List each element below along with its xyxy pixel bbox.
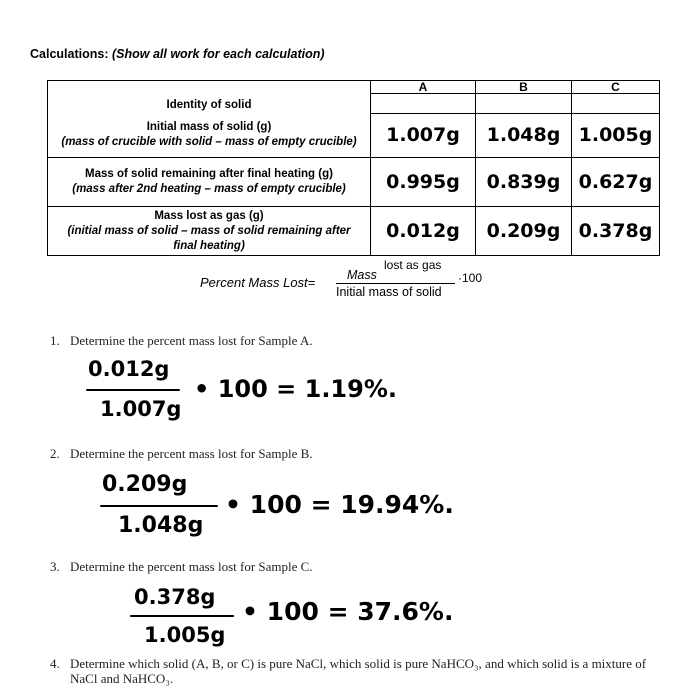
question-text: Determine the percent mass lost for Sample C. bbox=[70, 559, 313, 574]
row-label-mass-lost bbox=[48, 207, 371, 256]
question-number: 4. bbox=[50, 656, 60, 671]
calculations-heading bbox=[30, 47, 325, 61]
initial-mass-c: 1.005g bbox=[572, 113, 660, 158]
column-header-b: B bbox=[476, 81, 572, 94]
hw-result-b: • 100 = 19.94%. bbox=[225, 490, 454, 519]
initial-mass-a: 1.007g bbox=[371, 113, 476, 158]
formula-fraction-bar bbox=[336, 283, 455, 284]
initial-mass-title: Initial mass of solid (g) bbox=[146, 121, 272, 133]
question-text: Determine which solid (A, B, or C) is pure NaCl, which solid is pure NaHCO₃, and which solid is a mixture of NaCl and NaHCO₃. bbox=[70, 656, 647, 686]
remaining-mass-a: 0.995g bbox=[371, 158, 476, 207]
table-row-remaining-mass bbox=[48, 158, 660, 207]
mass-lost-note-2: final heating) bbox=[173, 239, 245, 252]
question-number: 2. bbox=[50, 446, 60, 461]
identity-cell-b bbox=[476, 94, 572, 113]
identity-cell-a bbox=[371, 94, 476, 113]
initial-mass-note: (mass of crucible with solid – mass of empty crucible) bbox=[61, 136, 357, 148]
hw-fraction-bar-a bbox=[86, 389, 180, 391]
hw-numerator-a: 0.012g bbox=[88, 357, 170, 381]
identity-cell-c bbox=[572, 94, 660, 113]
calculations-table bbox=[47, 80, 660, 256]
hw-fraction-bar-b bbox=[100, 505, 218, 507]
mass-lost-note-1: (initial mass of solid – mass of solid remaining after bbox=[67, 224, 351, 237]
hw-numerator-b: 0.209g bbox=[102, 472, 188, 497]
table-row-identity bbox=[48, 81, 660, 94]
column-header-c: C bbox=[572, 81, 660, 94]
hw-denominator-b: 1.048g bbox=[118, 513, 204, 538]
formula-numerator-lost-as-gas: lost as gas bbox=[384, 258, 442, 272]
question-3 bbox=[50, 559, 313, 575]
question-number: 3. bbox=[50, 559, 60, 574]
hw-fraction-bar-c bbox=[130, 615, 234, 617]
identity-title: Identity of solid bbox=[166, 99, 252, 111]
hw-result-c: • 100 = 37.6%. bbox=[242, 597, 454, 626]
formula-multiplier: ·100 bbox=[458, 271, 483, 285]
formula-label: Percent Mass Lost= bbox=[200, 275, 316, 290]
mass-lost-c: 0.378g bbox=[572, 207, 660, 256]
remaining-mass-b: 0.839g bbox=[476, 158, 572, 207]
row-label-remaining-mass bbox=[48, 158, 371, 207]
column-header-a: A bbox=[371, 81, 476, 94]
remaining-mass-note: (mass after 2nd heating – mass of empty crucible) bbox=[72, 183, 346, 195]
heading-note: (Show all work for each calculation) bbox=[111, 47, 325, 61]
question-text: Determine the percent mass lost for Sample A. bbox=[70, 333, 313, 348]
heading-title: Calculations: bbox=[30, 47, 109, 61]
hw-result-a: • 100 = 1.19%. bbox=[194, 375, 397, 403]
mass-lost-a: 0.012g bbox=[371, 207, 476, 256]
row-label-initial-mass bbox=[48, 113, 371, 158]
hw-denominator-a: 1.007g bbox=[100, 397, 182, 421]
remaining-mass-c: 0.627g bbox=[572, 158, 660, 207]
question-number: 1. bbox=[50, 333, 60, 348]
hw-denominator-c: 1.005g bbox=[144, 623, 226, 647]
initial-mass-b: 1.048g bbox=[476, 113, 572, 158]
question-text: Determine the percent mass lost for Sample B. bbox=[70, 446, 313, 461]
remaining-mass-title: Mass of solid remaining after final heating (g) bbox=[85, 168, 333, 180]
hw-numerator-c: 0.378g bbox=[134, 585, 216, 609]
table-row-mass-lost bbox=[48, 207, 660, 256]
question-1 bbox=[50, 333, 313, 349]
question-4 bbox=[50, 656, 650, 686]
formula-denominator: Initial mass of solid bbox=[336, 285, 442, 299]
formula-numerator-mass: Mass bbox=[347, 268, 377, 282]
question-2 bbox=[50, 446, 313, 462]
mass-lost-b: 0.209g bbox=[476, 207, 572, 256]
mass-lost-title: Mass lost as gas (g) bbox=[154, 209, 264, 222]
table-row-initial-mass bbox=[48, 113, 660, 158]
row-label-identity bbox=[48, 81, 371, 114]
